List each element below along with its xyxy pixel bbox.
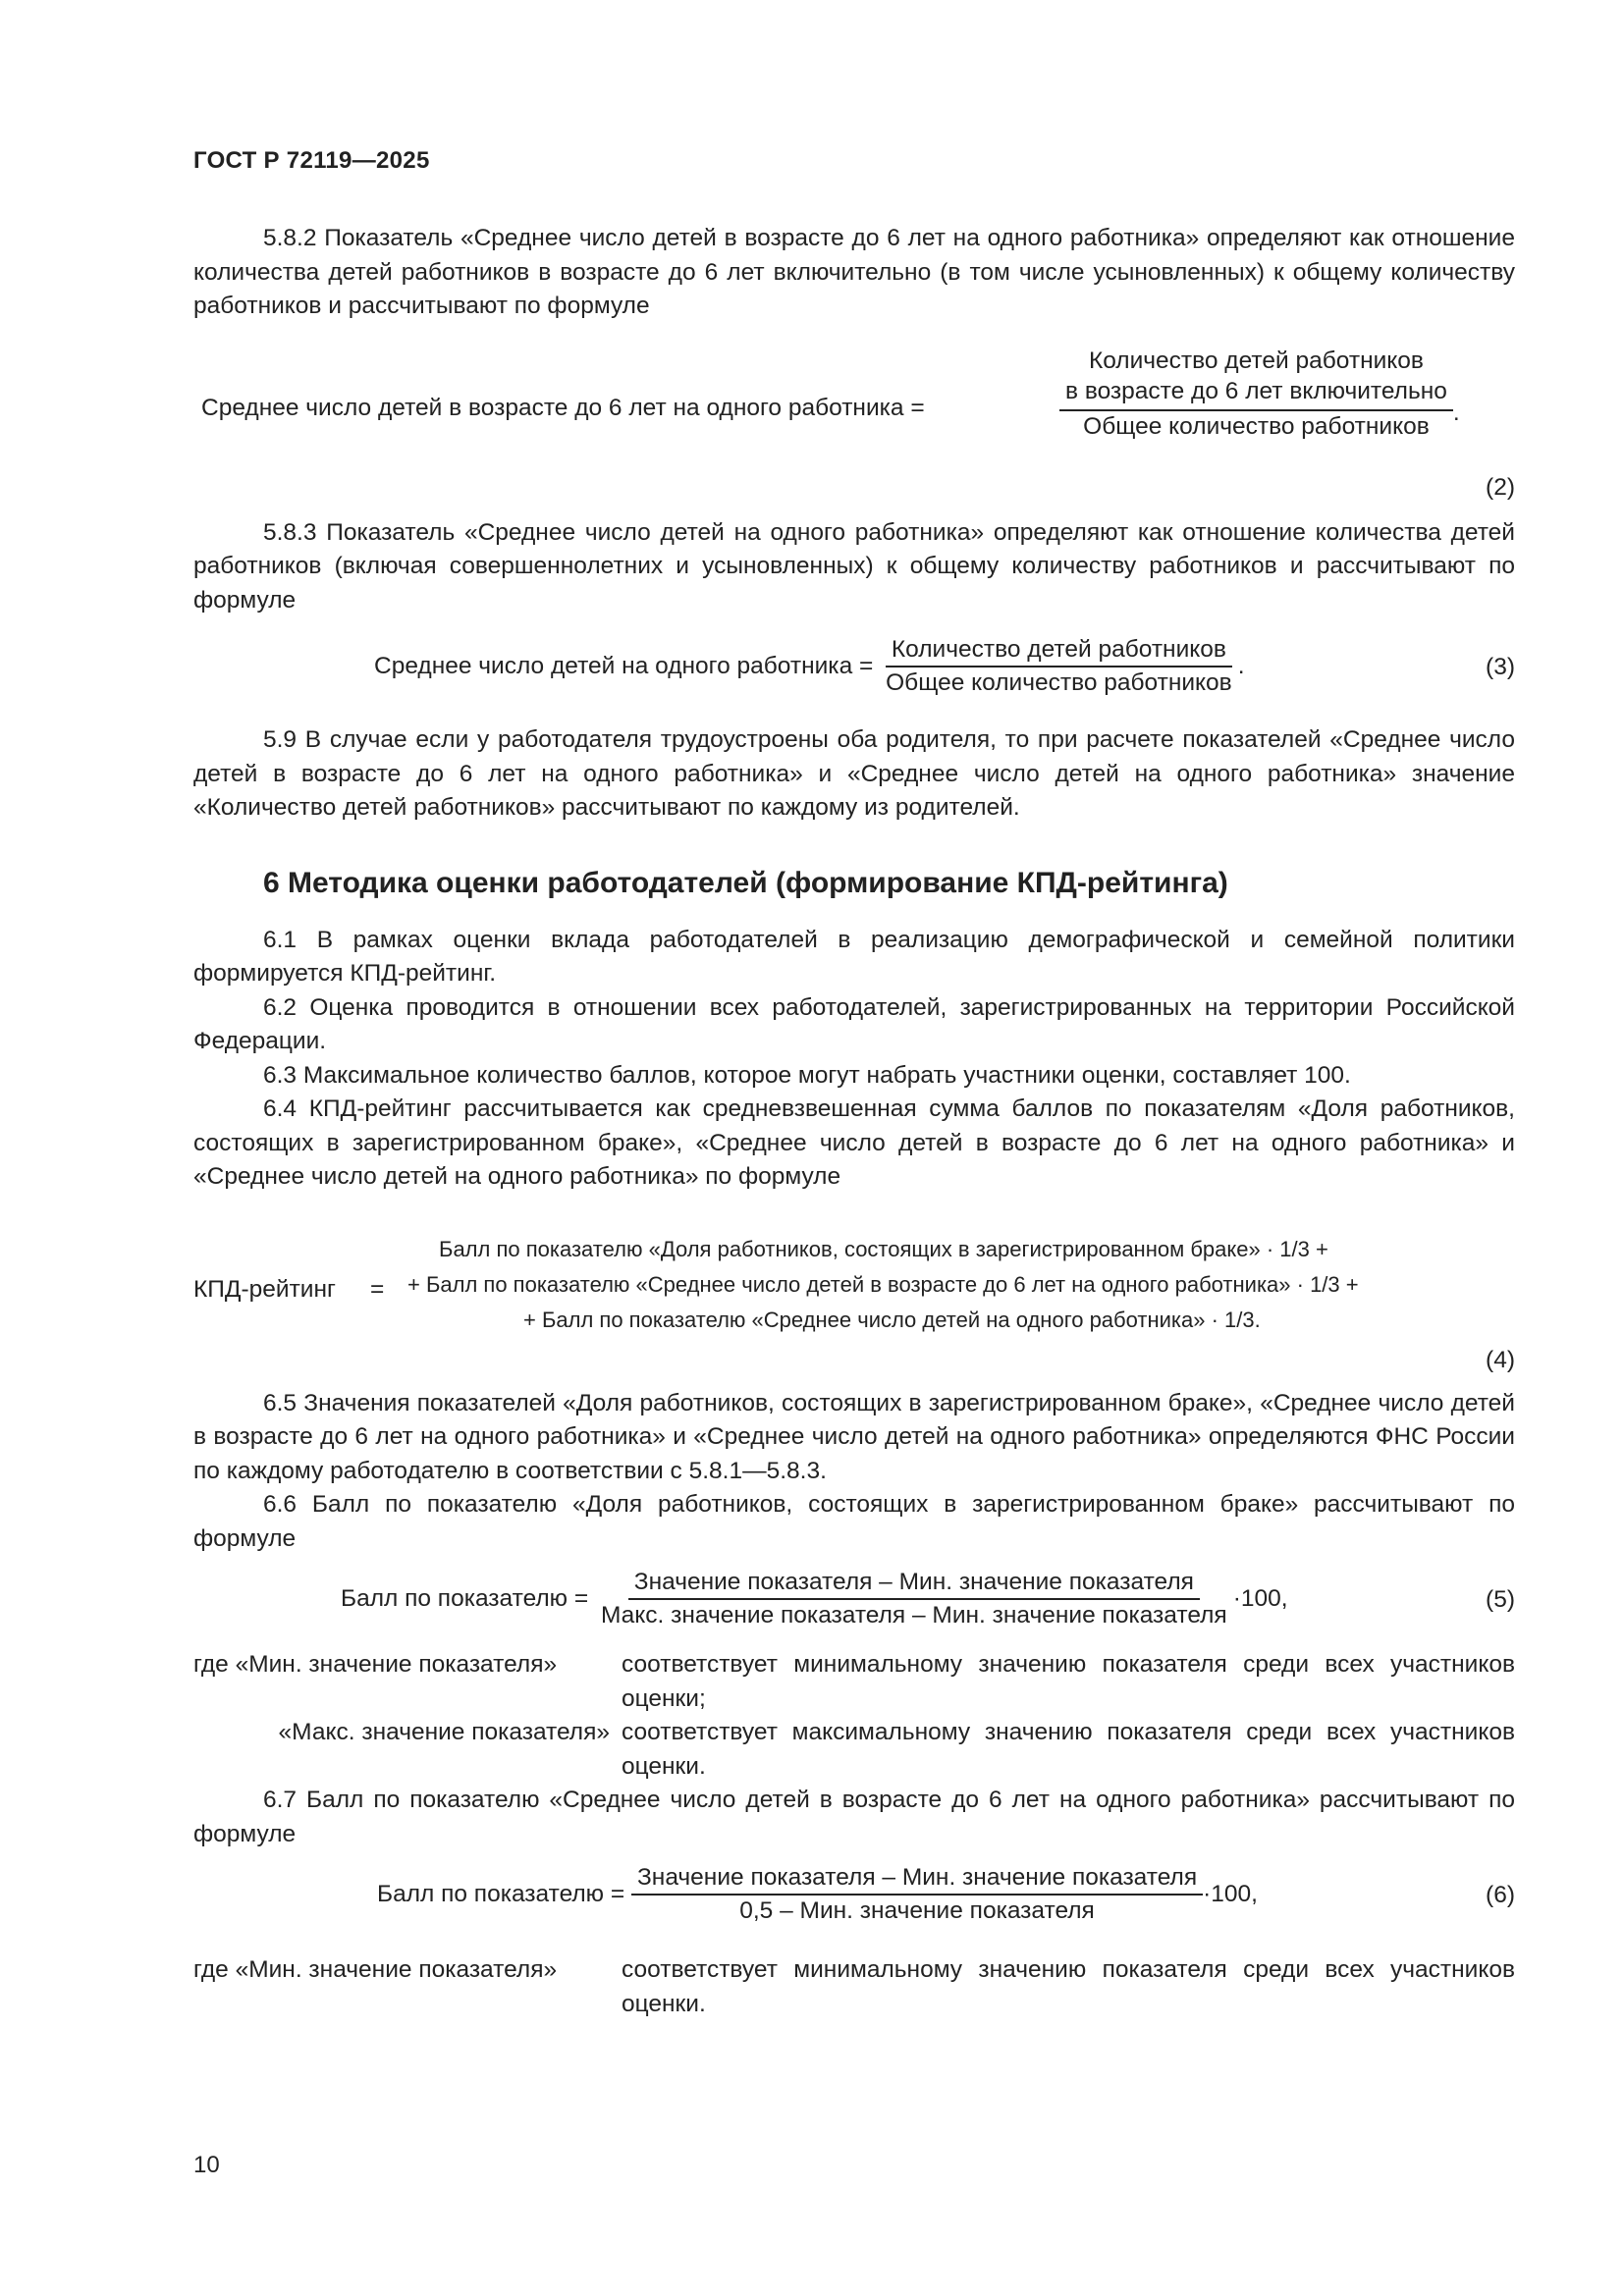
formula-4-line1: Балл по показателю «Доля работников, состоящих в зарегистрированном браке» · 1/3 + bbox=[439, 1236, 1328, 1261]
definition-term: где «Мин. значение показателя» bbox=[193, 1956, 558, 1983]
formula-3-numerator: Количество детей работников bbox=[886, 635, 1232, 667]
formula-6-numerator: Значение показателя – Мин. значение показателя bbox=[631, 1863, 1203, 1896]
definition-row bbox=[193, 1953, 1515, 2021]
formula-6-fraction bbox=[631, 1863, 1203, 1926]
definition-term: «Макс. значение показателя» bbox=[278, 1719, 610, 1745]
formula-3-lhs: Среднее число детей на одного работника = bbox=[374, 652, 874, 679]
formula-2-number: (2) bbox=[1486, 473, 1515, 501]
formula-2-fraction bbox=[1059, 346, 1460, 442]
page-content bbox=[193, 222, 1515, 2021]
definition-row bbox=[193, 1716, 1515, 1784]
formula-4-line2: + Балл по показателю «Среднее число детей в возрасте до 6 лет на одного работника» · 1/3 + bbox=[407, 1271, 1359, 1297]
formula-5 bbox=[193, 1568, 1515, 1636]
formula-5-tail: ·100, bbox=[1232, 1584, 1288, 1612]
definition-description: соответствует минимальному значению показателя среди всех участников оценки. bbox=[622, 1956, 1515, 2017]
definition-description: соответствует минимальному значению показателя среди всех участников оценки; bbox=[622, 1651, 1515, 1712]
formula-5-lhs: Балл по показателю = bbox=[341, 1584, 589, 1612]
formula-6-denominator: 0,5 – Мин. значение показателя bbox=[739, 1897, 1095, 1924]
paragraph-6-5: 6.5 Значения показателей «Доля работников, состоящих в зарегистрированном браке», «Среднее число детей в возрасте до 6 лет на одного работника» и «Среднее число детей на одного работника» определяются ФНС России по каждому работодателю в соответствии с 5.8.1—5.8.3. bbox=[193, 1389, 1515, 1484]
formula-2-denominator: Общее количество работников bbox=[1083, 412, 1430, 440]
formula-3-number: (3) bbox=[1486, 654, 1515, 680]
definition-row bbox=[193, 1648, 1515, 1716]
document-header: ГОСТ Р 72119—2025 bbox=[193, 147, 430, 174]
formula-5-number: (5) bbox=[1486, 1586, 1515, 1613]
formula-6-tail: ·100, bbox=[1203, 1880, 1258, 1907]
formula-5-numerator: Значение показателя – Мин. значение показателя bbox=[628, 1568, 1200, 1600]
formula-2-numerator-line1: Количество детей работников bbox=[1088, 347, 1424, 374]
formula-6 bbox=[193, 1863, 1515, 1932]
formula-4-line3: + Балл по показателю «Среднее число детей на одного работника» · 1/3. bbox=[523, 1307, 1261, 1332]
definition-description: соответствует максимальному значению показателя среди всех участников оценки. bbox=[622, 1719, 1515, 1780]
page-number: 10 bbox=[193, 2152, 220, 2178]
formula-2-lhs: Среднее число детей в возрасте до 6 лет на одного работника = bbox=[201, 394, 925, 421]
paragraph-5-9: 5.9 В случае если у работодателя трудоустроены оба родителя, то при расчете показателей «Среднее число детей в возрасте до 6 лет на одного работника» и «Среднее число детей на одного работника» значение «Количество детей работников» рассчитывают по каждому из родителей. bbox=[193, 726, 1515, 821]
formula-4 bbox=[193, 1234, 1515, 1373]
section-6-title: 6 Методика оценки работодателей (формирование КПД-рейтинга) bbox=[263, 866, 1228, 899]
formula-2 bbox=[193, 346, 1515, 501]
paragraph-6-3: 6.3 Максимальное количество баллов, которое могут набрать участники оценки, составляет 100. bbox=[263, 1061, 1351, 1089]
formula-3-tail: . bbox=[1237, 652, 1245, 679]
formula-6-number: (6) bbox=[1486, 1882, 1515, 1908]
definition-term: где «Мин. значение показателя» bbox=[193, 1651, 558, 1678]
paragraph-6-1: 6.1 В рамках оценки вклада работодателей в реализацию демографической и семейной политики формируется КПД-рейтинг. bbox=[193, 926, 1515, 987]
paragraph-5-8-3: 5.8.3 Показатель «Среднее число детей на одного работника» определяют как отношение количества детей работников (включая совершеннолетних и усыновленных) к общему количеству работников и рассчитывают по формуле bbox=[193, 518, 1515, 614]
formula-3-fraction bbox=[880, 635, 1238, 698]
paragraph-6-4: 6.4 КПД-рейтинг рассчитывается как средневзвешенная сумма баллов по показателям «Доля работников, состоящих в зарегистрированном браке», «Среднее число детей в возрасте до 6 лет на одного работника» и «Среднее число детей на одного работника» по формуле bbox=[193, 1095, 1515, 1190]
paragraph-5-8-2: 5.8.2 Показатель «Среднее число детей в возрасте до 6 лет на одного работника» определяют как отношение количества детей работников в возрасте до 6 лет включительно (в том числе усыновленных) к общему количеству работников и рассчитывают по формуле bbox=[193, 225, 1515, 319]
formula-5-denominator: Макс. значение показателя – Мин. значение показателя bbox=[600, 1602, 1227, 1629]
paragraph-6-7: 6.7 Балл по показателю «Среднее число детей в возрасте до 6 лет на одного работника» рассчитывают по формуле bbox=[193, 1787, 1515, 1847]
formula-6-definitions bbox=[193, 1953, 1515, 2021]
formula-4-equals: = bbox=[370, 1275, 385, 1303]
formula-4-lhs: КПД-рейтинг bbox=[193, 1275, 336, 1303]
formula-5-definitions bbox=[193, 1648, 1515, 1784]
paragraph-6-2: 6.2 Оценка проводится в отношении всех работодателей, зарегистрированных на территории Российской Федерации. bbox=[193, 993, 1515, 1054]
formula-5-fraction bbox=[595, 1568, 1233, 1630]
formula-4-number: (4) bbox=[1486, 1346, 1515, 1373]
formula-2-numerator-line2: в возрасте до 6 лет включительно bbox=[1065, 377, 1447, 404]
formula-3-denominator: Общее количество работников bbox=[886, 669, 1232, 696]
formula-2-tail: . bbox=[1452, 399, 1460, 426]
paragraph-6-6: 6.6 Балл по показателю «Доля работников, состоящих в зарегистрированном браке» рассчитывают по формуле bbox=[193, 1491, 1515, 1552]
formula-6-lhs: Балл по показателю = bbox=[377, 1880, 625, 1907]
formula-3 bbox=[193, 635, 1515, 704]
